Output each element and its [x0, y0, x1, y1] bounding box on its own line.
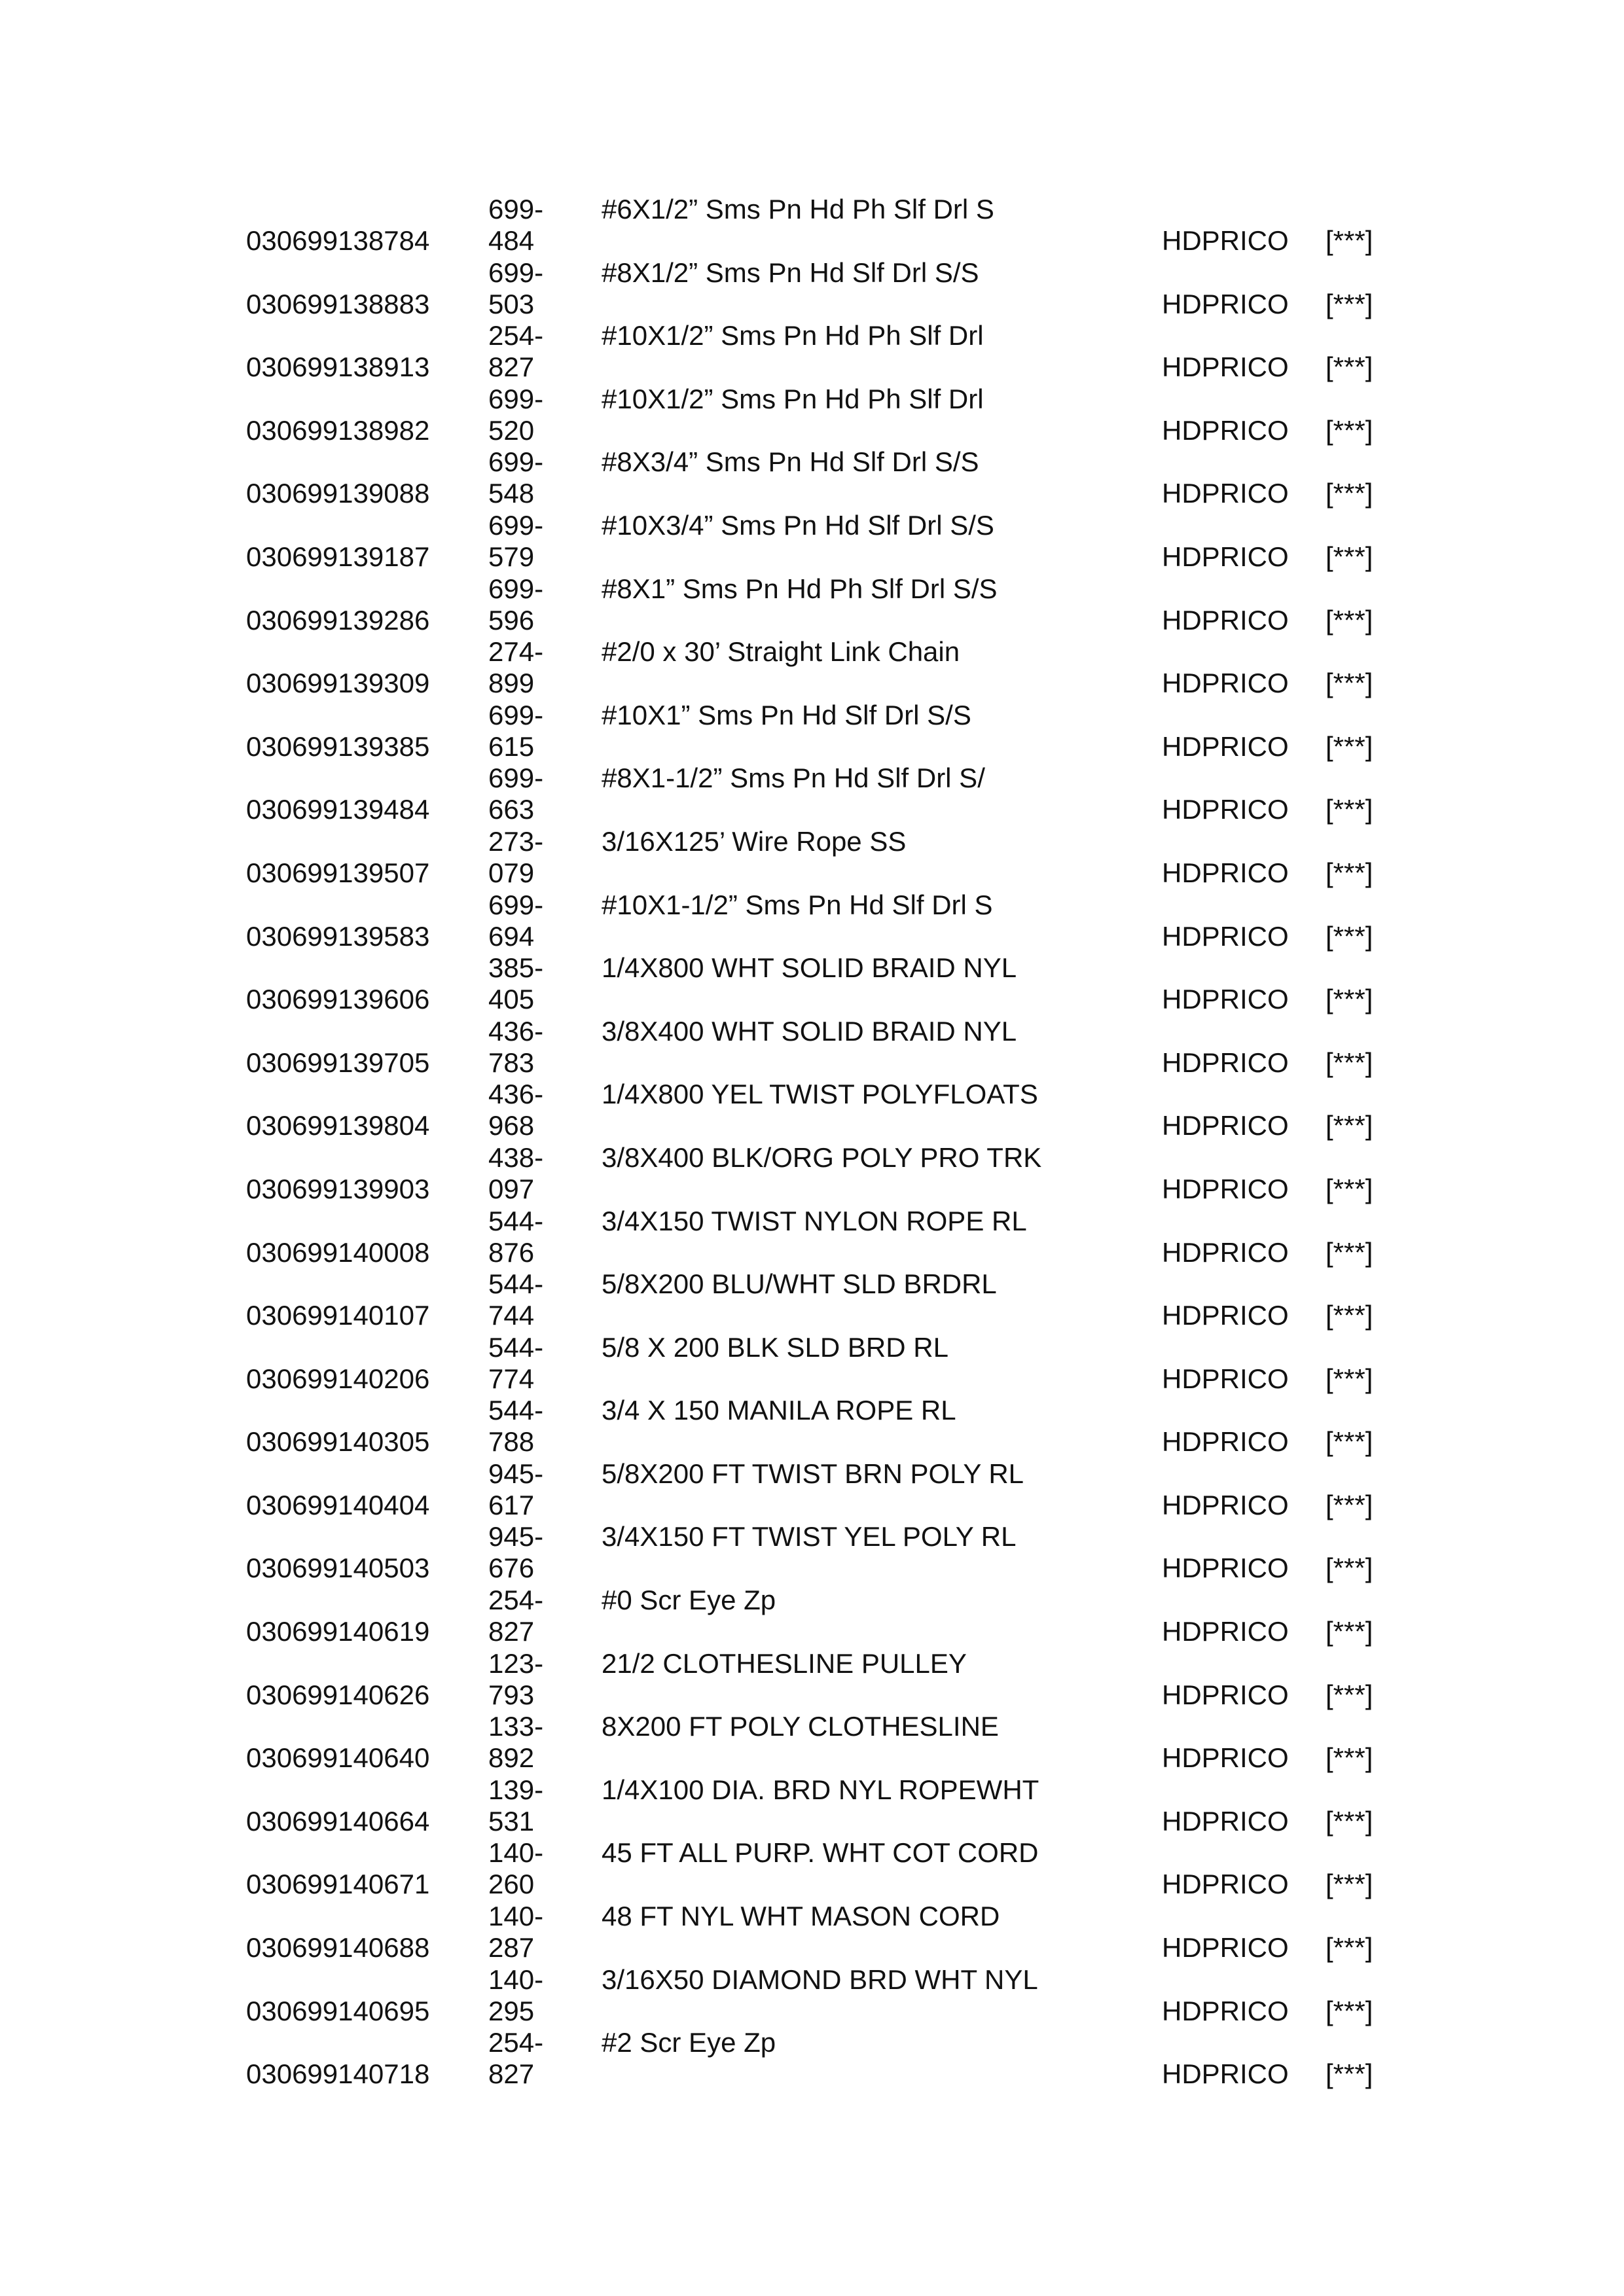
price-redacted: [***] [1326, 478, 1373, 509]
item-description: #2 Scr Eye Zp [602, 2027, 776, 2058]
sku-prefix: 699- [488, 446, 544, 478]
price-redacted: [***] [1326, 1489, 1373, 1520]
sku-suffix: 097 [488, 1173, 535, 1204]
vendor-code: HDPRICO [1162, 1236, 1289, 1268]
item-description: 3/8X400 WHT SOLID BRAID NYL [602, 1015, 1017, 1047]
upc-code: 030699140206 [246, 1363, 430, 1394]
sku-prefix: 945- [488, 1458, 544, 1489]
table-row [246, 2027, 1424, 2090]
vendor-code: HDPRICO [1162, 1805, 1289, 1837]
vendor-code: HDPRICO [1162, 351, 1289, 383]
price-redacted: [***] [1326, 1552, 1373, 1584]
sku-suffix: 876 [488, 1236, 535, 1268]
table-row [246, 636, 1424, 700]
price-redacted: [***] [1326, 2058, 1373, 2090]
sku-suffix: 503 [488, 288, 535, 319]
price-redacted: [***] [1326, 604, 1373, 636]
item-description: 3/16X125’ Wire Rope SS [602, 825, 907, 857]
sku-suffix: 579 [488, 541, 535, 572]
item-description: #8X1/2” Sms Pn Hd Slf Drl S/S [602, 257, 979, 288]
table-row [246, 952, 1424, 1016]
vendor-code: HDPRICO [1162, 1426, 1289, 1458]
table-row [246, 573, 1424, 637]
table-row [246, 1585, 1424, 1648]
table-row [246, 1711, 1424, 1774]
price-redacted: [***] [1326, 1742, 1373, 1774]
vendor-code: HDPRICO [1162, 920, 1289, 952]
upc-code: 030699140305 [246, 1426, 430, 1458]
vendor-code: HDPRICO [1162, 1047, 1289, 1078]
item-description: #6X1/2” Sms Pn Hd Ph Slf Drl S [602, 194, 994, 224]
price-redacted: [***] [1326, 857, 1373, 888]
table-row [246, 1648, 1424, 1712]
sku-prefix: 699- [488, 889, 544, 920]
table-row [246, 446, 1424, 510]
upc-code: 030699138982 [246, 414, 430, 446]
sku-suffix: 484 [488, 225, 535, 256]
sku-suffix: 827 [488, 2058, 535, 2090]
vendor-code: HDPRICO [1162, 1363, 1289, 1394]
price-redacted: [***] [1326, 794, 1373, 825]
upc-code: 030699138784 [246, 225, 430, 256]
item-description: #10X1” Sms Pn Hd Slf Drl S/S [602, 699, 971, 730]
table-row [246, 384, 1424, 447]
vendor-code: HDPRICO [1162, 1110, 1289, 1141]
upc-code: 030699140688 [246, 1932, 430, 1964]
price-redacted: [***] [1326, 225, 1373, 256]
sku-suffix: 892 [488, 1742, 535, 1774]
upc-code: 030699139088 [246, 478, 430, 509]
vendor-code: HDPRICO [1162, 1552, 1289, 1584]
sku-prefix: 699- [488, 257, 544, 288]
table-row [246, 700, 1424, 763]
item-description: 3/4 X 150 MANILA ROPE RL [602, 1395, 956, 1426]
sku-suffix: 596 [488, 604, 535, 636]
upc-code: 030699139385 [246, 730, 430, 762]
sku-suffix: 774 [488, 1363, 535, 1394]
vendor-code: HDPRICO [1162, 1995, 1289, 2026]
vendor-code: HDPRICO [1162, 2058, 1289, 2090]
price-redacted: [***] [1326, 351, 1373, 383]
sku-suffix: 260 [488, 1869, 535, 1900]
table-row [246, 1016, 1424, 1079]
price-redacted: [***] [1326, 1236, 1373, 1268]
vendor-code: HDPRICO [1162, 225, 1289, 256]
sku-prefix: 544- [488, 1331, 544, 1363]
item-description: 3/4X150 FT TWIST YEL POLY RL [602, 1521, 1017, 1552]
upc-code: 030699138913 [246, 351, 430, 383]
vendor-code: HDPRICO [1162, 984, 1289, 1015]
sku-prefix: 133- [488, 1711, 544, 1742]
price-redacted: [***] [1326, 541, 1373, 572]
sku-prefix: 140- [488, 1901, 544, 1932]
sku-suffix: 079 [488, 857, 535, 888]
sku-suffix: 287 [488, 1932, 535, 1964]
upc-code: 030699140626 [246, 1679, 430, 1710]
item-description: #2/0 x 30’ Straight Link Chain [602, 636, 960, 668]
sku-suffix: 968 [488, 1110, 535, 1141]
upc-code: 030699140671 [246, 1869, 430, 1900]
price-redacted: [***] [1326, 730, 1373, 762]
sku-prefix: 436- [488, 1015, 544, 1047]
vendor-code: HDPRICO [1162, 857, 1289, 888]
product-table [246, 194, 1424, 2090]
upc-code: 030699139187 [246, 541, 430, 572]
item-description: 5/8X200 FT TWIST BRN POLY RL [602, 1458, 1024, 1489]
item-description: #10X3/4” Sms Pn Hd Slf Drl S/S [602, 509, 994, 541]
sku-prefix: 254- [488, 2027, 544, 2058]
sku-prefix: 544- [488, 1268, 544, 1300]
vendor-code: HDPRICO [1162, 668, 1289, 699]
vendor-code: HDPRICO [1162, 604, 1289, 636]
table-row [246, 257, 1424, 321]
item-description: 8X200 FT POLY CLOTHESLINE [602, 1711, 999, 1742]
vendor-code: HDPRICO [1162, 1489, 1289, 1520]
vendor-code: HDPRICO [1162, 1869, 1289, 1900]
sku-suffix: 663 [488, 794, 535, 825]
upc-code: 030699139903 [246, 1173, 430, 1204]
vendor-code: HDPRICO [1162, 1300, 1289, 1331]
sku-prefix: 385- [488, 952, 544, 984]
upc-code: 030699139583 [246, 920, 430, 952]
sku-suffix: 788 [488, 1426, 535, 1458]
price-redacted: [***] [1326, 1300, 1373, 1331]
price-redacted: [***] [1326, 668, 1373, 699]
sku-prefix: 436- [488, 1079, 544, 1110]
table-row [246, 1458, 1424, 1522]
sku-suffix: 615 [488, 730, 535, 762]
sku-prefix: 140- [488, 1837, 544, 1869]
sku-suffix: 676 [488, 1552, 535, 1584]
sku-prefix: 254- [488, 320, 544, 351]
table-row [246, 1774, 1424, 1838]
upc-code: 030699139705 [246, 1047, 430, 1078]
price-redacted: [***] [1326, 1110, 1373, 1141]
upc-code: 030699140008 [246, 1236, 430, 1268]
item-description: 3/16X50 DIAMOND BRD WHT NYL [602, 1964, 1038, 1995]
vendor-code: HDPRICO [1162, 1173, 1289, 1204]
upc-code: 030699139309 [246, 668, 430, 699]
sku-suffix: 295 [488, 1995, 535, 2026]
sku-suffix: 793 [488, 1679, 535, 1710]
vendor-code: HDPRICO [1162, 794, 1289, 825]
upc-code: 030699140664 [246, 1805, 430, 1837]
item-description: 1/4X800 WHT SOLID BRAID NYL [602, 952, 1017, 984]
sku-prefix: 139- [488, 1774, 544, 1805]
item-description: #8X1-1/2” Sms Pn Hd Slf Drl S/ [602, 762, 985, 794]
upc-code: 030699138883 [246, 288, 430, 319]
table-row [246, 1079, 1424, 1142]
price-redacted: [***] [1326, 984, 1373, 1015]
sku-suffix: 827 [488, 1616, 535, 1647]
sku-prefix: 544- [488, 1205, 544, 1236]
table-row [246, 889, 1424, 953]
sku-prefix: 699- [488, 194, 544, 224]
upc-code: 030699140503 [246, 1552, 430, 1584]
item-description: 45 FT ALL PURP. WHT COT CORD [602, 1837, 1039, 1869]
sku-prefix: 699- [488, 383, 544, 414]
item-description: #8X3/4” Sms Pn Hd Slf Drl S/S [602, 446, 979, 478]
sku-prefix: 140- [488, 1964, 544, 1995]
sku-prefix: 438- [488, 1141, 544, 1173]
table-row [246, 1395, 1424, 1458]
sku-prefix: 544- [488, 1395, 544, 1426]
item-description: 1/4X100 DIA. BRD NYL ROPEWHT [602, 1774, 1039, 1805]
sku-prefix: 699- [488, 509, 544, 541]
price-redacted: [***] [1326, 1616, 1373, 1647]
item-description: 3/4X150 TWIST NYLON ROPE RL [602, 1205, 1027, 1236]
table-row [246, 1142, 1424, 1206]
sku-suffix: 617 [488, 1489, 535, 1520]
upc-code: 030699140619 [246, 1616, 430, 1647]
table-row [246, 1521, 1424, 1585]
sku-suffix: 899 [488, 668, 535, 699]
vendor-code: HDPRICO [1162, 541, 1289, 572]
upc-code: 030699139484 [246, 794, 430, 825]
sku-suffix: 548 [488, 478, 535, 509]
sku-prefix: 699- [488, 699, 544, 730]
sku-prefix: 699- [488, 762, 544, 794]
vendor-code: HDPRICO [1162, 288, 1289, 319]
item-description: #8X1” Sms Pn Hd Ph Slf Drl S/S [602, 573, 998, 604]
table-row [246, 1268, 1424, 1332]
vendor-code: HDPRICO [1162, 478, 1289, 509]
price-redacted: [***] [1326, 1679, 1373, 1710]
upc-code: 030699139286 [246, 604, 430, 636]
item-description: #10X1/2” Sms Pn Hd Ph Slf Drl [602, 320, 984, 351]
vendor-code: HDPRICO [1162, 414, 1289, 446]
sku-prefix: 945- [488, 1521, 544, 1552]
price-redacted: [***] [1326, 1869, 1373, 1900]
table-row [246, 1964, 1424, 2028]
sku-prefix: 273- [488, 825, 544, 857]
upc-code: 030699140404 [246, 1489, 430, 1520]
sku-suffix: 783 [488, 1047, 535, 1078]
price-redacted: [***] [1326, 288, 1373, 319]
sku-suffix: 531 [488, 1805, 535, 1837]
price-redacted: [***] [1326, 1173, 1373, 1204]
table-row [246, 1901, 1424, 1964]
item-description: 5/8X200 BLU/WHT SLD BRDRL [602, 1268, 997, 1300]
sku-suffix: 827 [488, 351, 535, 383]
price-redacted: [***] [1326, 1932, 1373, 1964]
sku-prefix: 123- [488, 1647, 544, 1679]
upc-code: 030699139804 [246, 1110, 430, 1141]
table-row [246, 1206, 1424, 1269]
price-redacted: [***] [1326, 1363, 1373, 1394]
price-redacted: [***] [1326, 1426, 1373, 1458]
table-row [246, 826, 1424, 889]
table-row [246, 762, 1424, 826]
upc-code: 030699139606 [246, 984, 430, 1015]
upc-code: 030699140107 [246, 1300, 430, 1331]
vendor-code: HDPRICO [1162, 730, 1289, 762]
item-description: 48 FT NYL WHT MASON CORD [602, 1901, 1000, 1932]
sku-prefix: 254- [488, 1585, 544, 1616]
sku-prefix: 699- [488, 573, 544, 604]
sku-suffix: 694 [488, 920, 535, 952]
item-description: 5/8 X 200 BLK SLD BRD RL [602, 1331, 948, 1363]
table-row [246, 320, 1424, 384]
price-redacted: [***] [1326, 1805, 1373, 1837]
vendor-code: HDPRICO [1162, 1679, 1289, 1710]
table-row [246, 510, 1424, 573]
price-redacted: [***] [1326, 1047, 1373, 1078]
vendor-code: HDPRICO [1162, 1932, 1289, 1964]
upc-code: 030699140718 [246, 2058, 430, 2090]
price-redacted: [***] [1326, 414, 1373, 446]
item-description: #10X1-1/2” Sms Pn Hd Slf Drl S [602, 889, 993, 920]
item-description: #10X1/2” Sms Pn Hd Ph Slf Drl [602, 383, 984, 414]
sku-suffix: 520 [488, 414, 535, 446]
upc-code: 030699139507 [246, 857, 430, 888]
table-row [246, 1332, 1424, 1395]
price-redacted: [***] [1326, 1995, 1373, 2026]
sku-prefix: 274- [488, 636, 544, 668]
item-description: 1/4X800 YEL TWIST POLYFLOATS [602, 1079, 1038, 1110]
sku-suffix: 744 [488, 1300, 535, 1331]
table-row [246, 1837, 1424, 1901]
vendor-code: HDPRICO [1162, 1742, 1289, 1774]
item-description: 3/8X400 BLK/ORG POLY PRO TRK [602, 1141, 1042, 1173]
item-description: #0 Scr Eye Zp [602, 1585, 776, 1616]
upc-code: 030699140695 [246, 1995, 430, 2026]
item-description: 21/2 CLOTHESLINE PULLEY [602, 1647, 967, 1679]
table-row [246, 194, 1424, 257]
price-redacted: [***] [1326, 920, 1373, 952]
sku-suffix: 405 [488, 984, 535, 1015]
vendor-code: HDPRICO [1162, 1616, 1289, 1647]
upc-code: 030699140640 [246, 1742, 430, 1774]
